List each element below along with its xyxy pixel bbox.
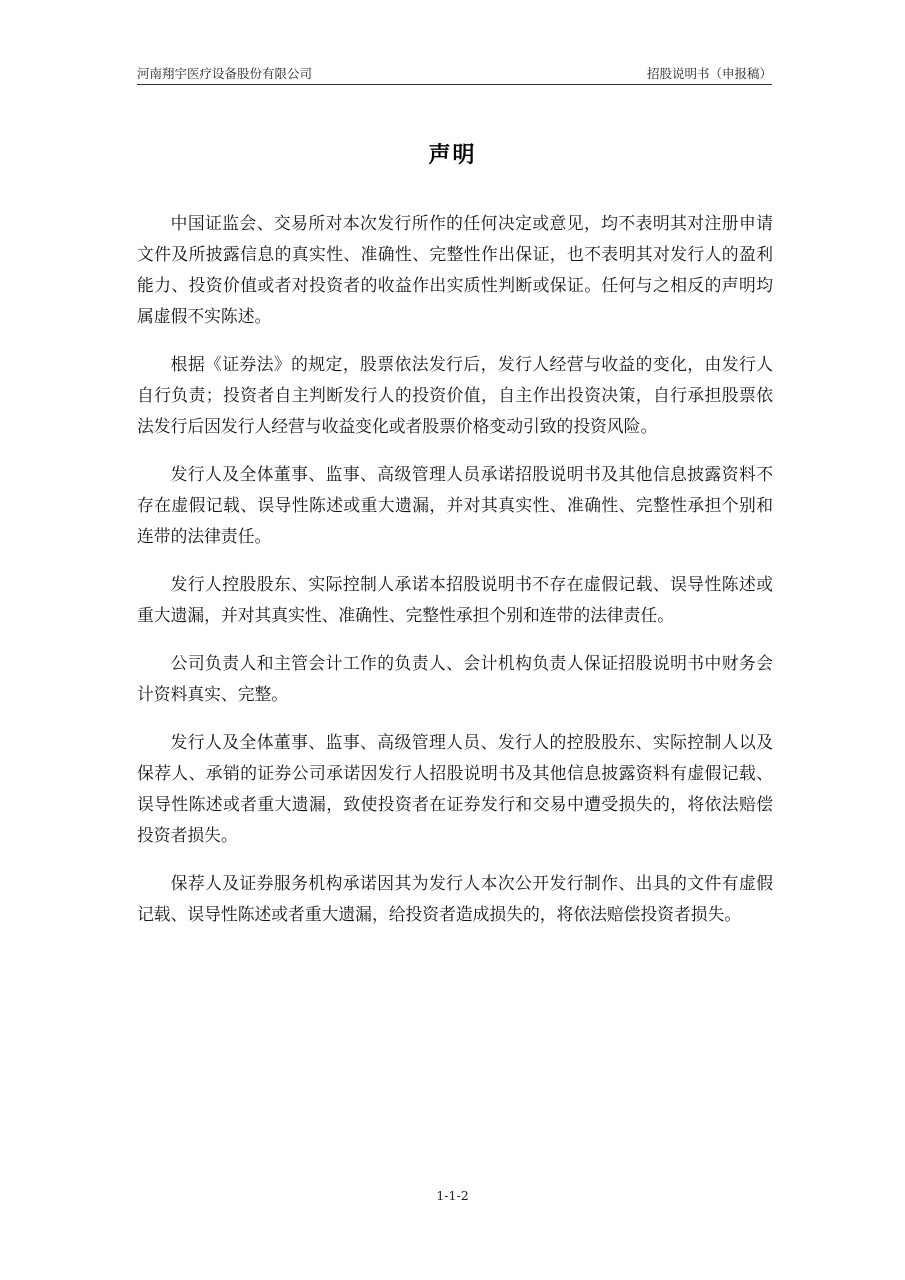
paragraph-sponsor-commitment: 保荐人及证券服务机构承诺因其为发行人本次公开发行制作、出具的文件有虚假记载、误导性陈述或者重大遗漏，给投资者造成损失的，将依法赔偿投资者损失。 <box>137 873 773 924</box>
page-header <box>137 64 772 85</box>
paragraph-securities-law: 根据《证券法》的规定，股票依法发行后，发行人经营与收益的变化，由发行人自行负责；投资者自主判断发行人的投资价值，自主作出投资决策，自行承担股票依法发行后因发行人经营与收益变化或者股票价格变动引致的投资风险。 <box>137 354 773 436</box>
page-title: 声明 <box>428 143 477 168</box>
paragraph-directors-commitment: 发行人及全体董事、监事、高级管理人员承诺招股说明书及其他信息披露资料不存在虚假记载、误导性陈述或重大遗漏，并对其真实性、准确性、完整性承担个别和连带的法律责任。 <box>137 464 773 546</box>
paragraph-financial-accuracy: 公司负责人和主管会计工作的负责人、会计机构负责人保证招股说明书中财务会计资料真实、完整。 <box>137 653 773 704</box>
paragraph-regulator-disclaimer: 中国证监会、交易所对本次发行所作的任何决定或意见，均不表明其对注册申请文件及所披露信息的真实性、准确性、完整性作出保证，也不表明其对发行人的盈利能力、投资价值或者对投资者的收益作出实质性判断或保证。任何与之相反的声明均属虚假不实陈述。 <box>137 213 773 326</box>
header-document-type: 招股说明书（申报稿） <box>646 66 772 81</box>
header-company-name: 河南翔宇医疗设备股份有限公司 <box>137 66 313 81</box>
paragraph-compensation-commitment: 发行人及全体董事、监事、高级管理人员、发行人的控股股东、实际控制人以及保荐人、承销的证券公司承诺因发行人招股说明书及其他信息披露资料有虚假记载、误导性陈述或者重大遗漏，致使投资者在证券发行和交易中遭受损失的，将依法赔偿投资者损失。 <box>137 732 773 845</box>
paragraph-controlling-shareholder: 发行人控股股东、实际控制人承诺本招股说明书不存在虚假记载、误导性陈述或重大遗漏，并对其真实性、准确性、完整性承担个别和连带的法律责任。 <box>137 574 773 625</box>
declaration-body <box>137 208 773 947</box>
page-number: 1-1-2 <box>436 1188 469 1203</box>
